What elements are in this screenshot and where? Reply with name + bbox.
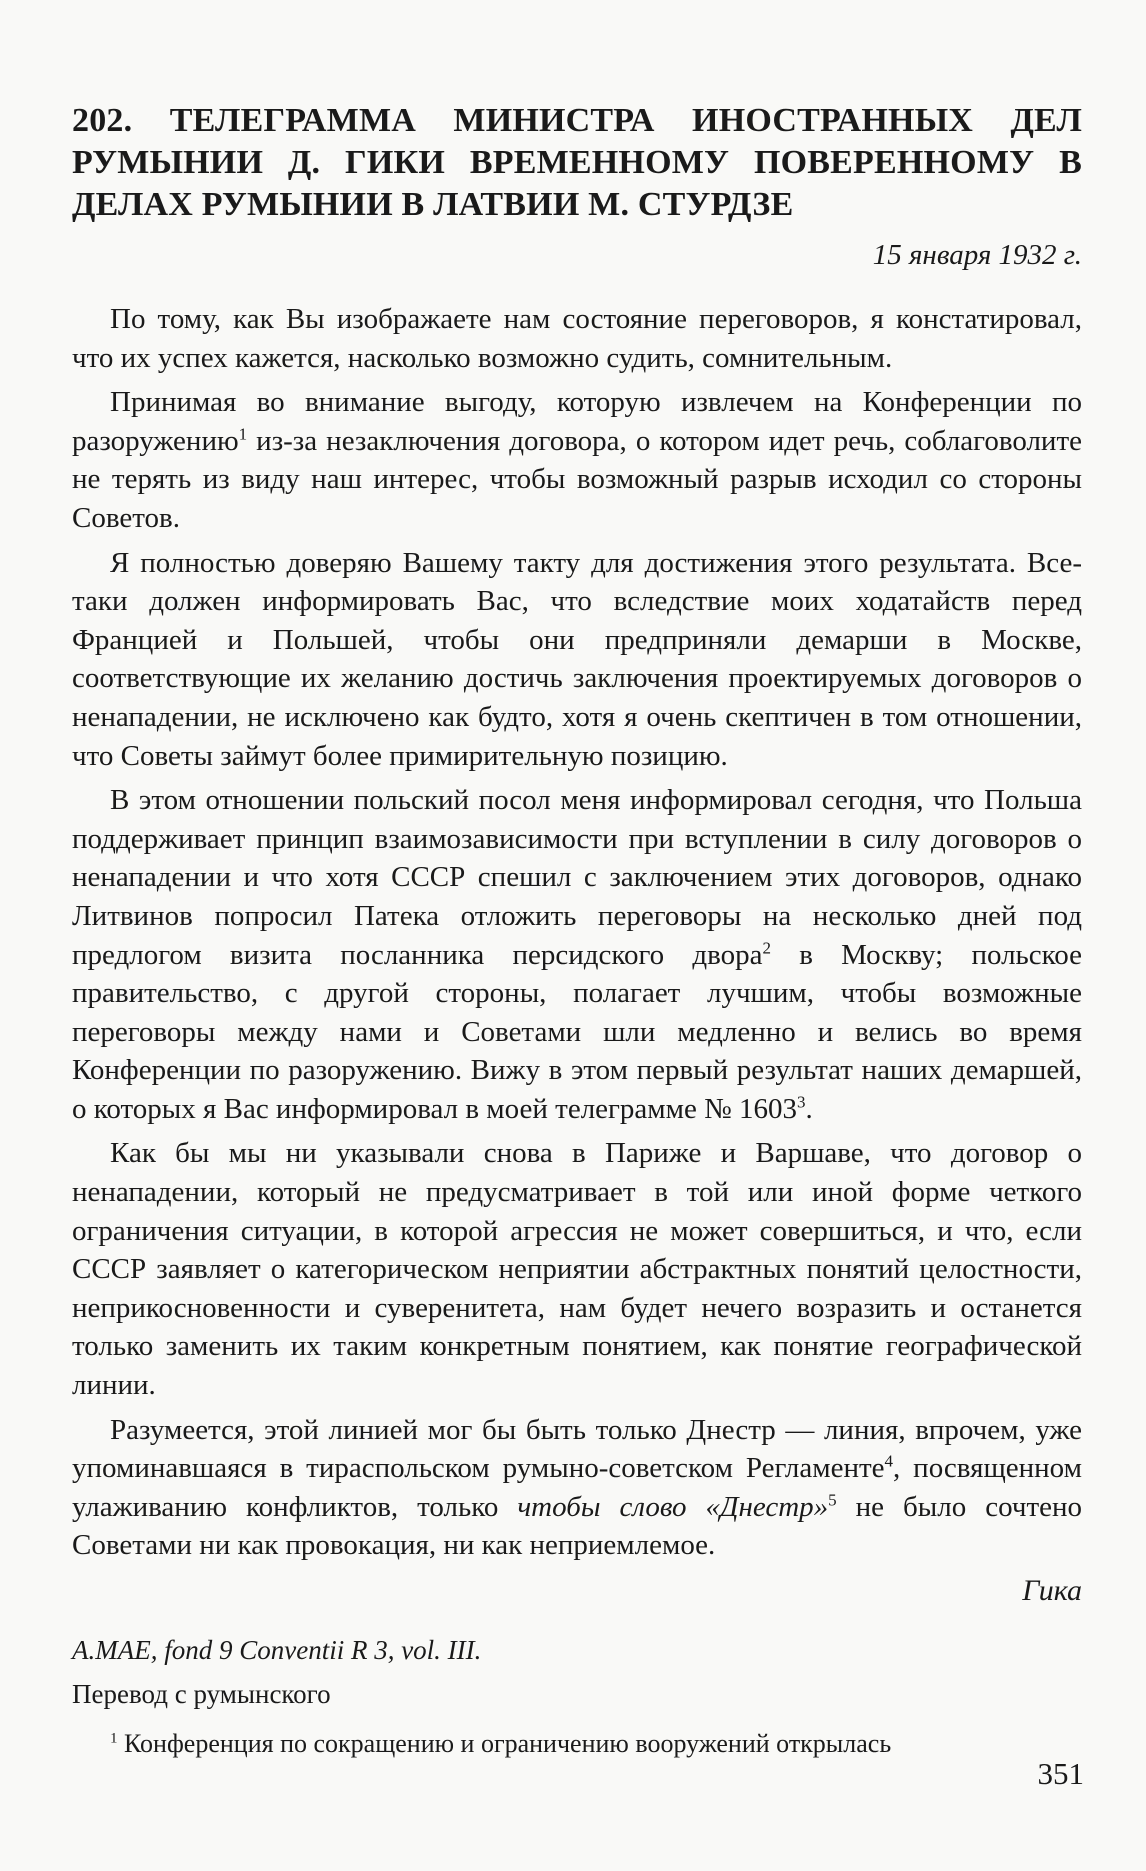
page-number: 351 — [1037, 1756, 1084, 1791]
paragraph-4-text-b: в Москву; польское правительство, с другой стороны, полагает лучшим, чтобы возможные переговоры между нами и Советами шли медленно и велись во время Конференции по разоружению. Вижу в этом первый результат наших демаршей, о которых я Вас информировал в моей телеграмме № 1603 — [72, 938, 1082, 1125]
paragraph-2-text-b: из-за незаключения договора, о котором идет речь, соблаговолите не терять из виду наш интерес, чтобы возможный разрыв исходил со стороны Советов. — [72, 424, 1082, 534]
paragraph-6 — [72, 1411, 1082, 1565]
footnote-ref-5: 5 — [828, 1490, 837, 1510]
footnote-ref-1: 1 — [238, 424, 248, 444]
signature: Гика — [1022, 1574, 1082, 1607]
footnote-1 — [72, 1727, 1082, 1761]
paragraph-4-text-a: В этом отношении польский посол меня информировал сегодня, что Польша поддерживает принцип взаимозависимости при вступлении в силу договоров о ненападении и что хотя СССР спешил с заключением этих договоров, однако Литвинов попросил Патека отложить переговоры на несколько дней под предлогом визита посланника персидского двора — [72, 784, 1082, 971]
paragraph-4-text-c: . — [805, 1092, 813, 1125]
document-number: 202. — [72, 102, 133, 139]
paragraph-1-text: По тому, как Вы изображаете нам состояние переговоров, я констатировал, что их успех кажется, насколько возможно судить, сомнительным. — [72, 303, 1082, 374]
footnote-1-mark: 1 — [110, 1730, 118, 1747]
paragraph-4 — [72, 781, 1082, 1128]
paragraph-6-text-a: Разумеется, этой линией мог бы быть только Днестр — линия, впрочем, уже упоминавшаяся в тираспольском румыно-советском Регламенте — [72, 1413, 1082, 1485]
footnote-ref-2: 2 — [762, 937, 771, 957]
translation-note: Перевод с румынского — [72, 1679, 331, 1709]
document-content — [72, 100, 1082, 1761]
document-title-text: ТЕЛЕГРАММА МИНИСТРА ИНОСТРАННЫХ ДЕЛ РУМЫНИИ Д. ГИКИ ВРЕМЕННОМУ ПОВЕРЕННОМУ В ДЕЛАХ РУМЫНИИ В ЛАТВИИ М. СТУРДЗЕ — [72, 102, 1083, 223]
paragraph-2 — [72, 383, 1082, 537]
paragraph-1 — [72, 300, 1082, 377]
paragraph-6-text-c: не было сочтено Советами ни как провокация, ни как неприемлемое. — [72, 1490, 1083, 1562]
footnote-ref-3: 3 — [797, 1092, 806, 1112]
paragraph-5 — [72, 1134, 1082, 1404]
paragraph-2-text-a: Принимая во внимание выгоду, которую извлечем на Конференции по разоружению — [72, 386, 1082, 457]
footnote-1-text: Конференция по сокращению и ограничению вооружений открылась — [117, 1729, 892, 1758]
document-date: 15 января 1932 г. — [872, 239, 1082, 271]
paragraph-5-text: Как бы мы ни указывали снова в Париже и Варшаве, что договор о ненападении, который не предусматривает в той или иной форме четкого ограничения ситуации, в которой агрессия не может совершиться, и что, если СССР заявляет о категорическом неприятии абстрактных понятий целостности, неприкосновенности и суверенитета, нам будет нечего возразить и останется только заменить их таким конкретным понятием, как понятие географической линии. — [72, 1137, 1082, 1402]
paragraph-3 — [72, 544, 1082, 776]
paragraph-6-italic-text: чтобы слово «Днестр» — [517, 1490, 829, 1523]
paragraph-3-text: Я полностью доверяю Вашему такту для достижения этого результата. Все-таки должен информировать Вас, что вследствие моих ходатайств перед Францией и Польшей, чтобы они предприняли демарши в Москве, соответствующие их желанию достичь заключения проектируемых договоров о ненападении, не исключено как будто, хотя я очень скептичен в том отношении, что Советы займут более примирительную позицию. — [72, 546, 1082, 772]
footnote-ref-4: 4 — [884, 1451, 894, 1471]
archive-source: A.MAE, fond 9 Conventii R 3, vol. III. — [72, 1635, 482, 1665]
document-title — [72, 100, 1082, 226]
paragraph-6-text-b: , посвященном улаживанию конфликтов, только — [72, 1452, 1082, 1523]
